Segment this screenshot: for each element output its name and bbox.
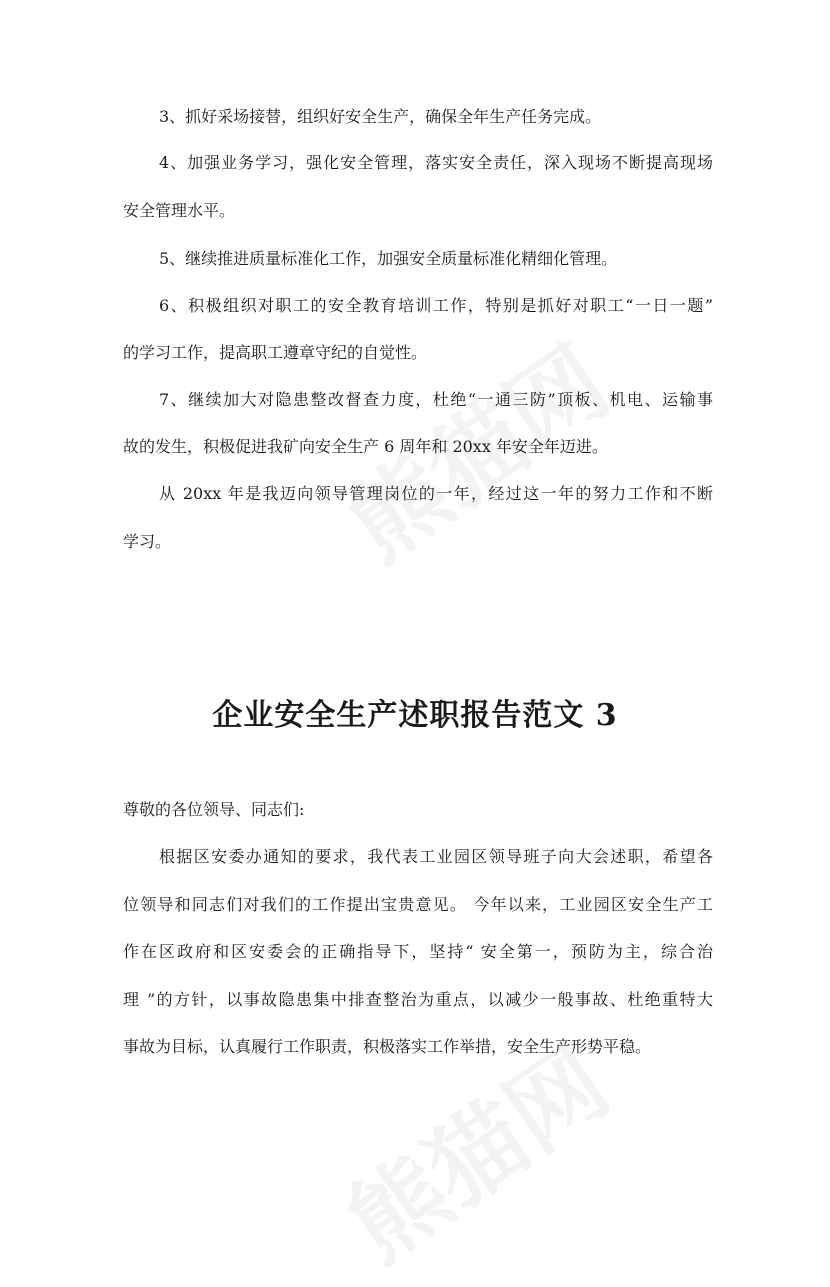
paragraph-line: 4、加强业务学习，强化安全管理，落实安全责任，深入现场不断提高现场 xyxy=(159,153,713,172)
paragraph-line: 7、继续加大对隐患整改督查力度，杜绝“一通三防”顶板、机电、运输事 xyxy=(159,390,713,409)
paragraph-line: 事故为目标，认真履行工作职责，积极落实工作举措，安全生产形势平稳。 xyxy=(123,1037,652,1056)
paragraph-line: 位领导和同志们对我们的工作提出宝贵意见。 今年以来，工业园区安全生产工 xyxy=(123,895,713,914)
paragraph-line: 的学习工作，提高职工遵章守纪的自觉性。 xyxy=(123,343,428,362)
paragraph-line: 安全管理水平。 xyxy=(123,201,236,220)
paragraph-line: 理 ”的方针，以事故隐患集中排查整治为重点，以减少一般事故、杜绝重特大 xyxy=(123,990,713,1009)
paragraph-line: 故的发生，积极促进我矿向安全生产 6 周年和 20xx 年安全年迈进。 xyxy=(123,437,608,456)
paragraph-line: 根据区安委办通知的要求，我代表工业园区领导班子向大会述职，希望各 xyxy=(159,847,713,866)
paragraph-line: 6、积极组织对职工的安全教育培训工作，特别是抓好对职工“一日一题” xyxy=(159,296,713,315)
paragraph-line: 学习。 xyxy=(123,532,172,551)
paragraph-line: 5、继续推进质量标准化工作，加强安全质量标准化精细化管理。 xyxy=(159,249,618,268)
salutation: 尊敬的各位领导、同志们: xyxy=(123,800,305,819)
paragraph-line: 从 20xx 年是我迈向领导管理岗位的一年，经过这一年的努力工作和不断 xyxy=(159,484,713,503)
paragraph-line: 作在区政府和区安委会的正确指导下，坚持“ 安全第一，预防为主，综合治 xyxy=(123,942,713,961)
section-title: 企业安全生产述职报告范文 3 xyxy=(212,698,618,734)
paragraph-line: 3、抓好采场接替，组织好安全生产，确保全年生产任务完成。 xyxy=(159,107,602,126)
